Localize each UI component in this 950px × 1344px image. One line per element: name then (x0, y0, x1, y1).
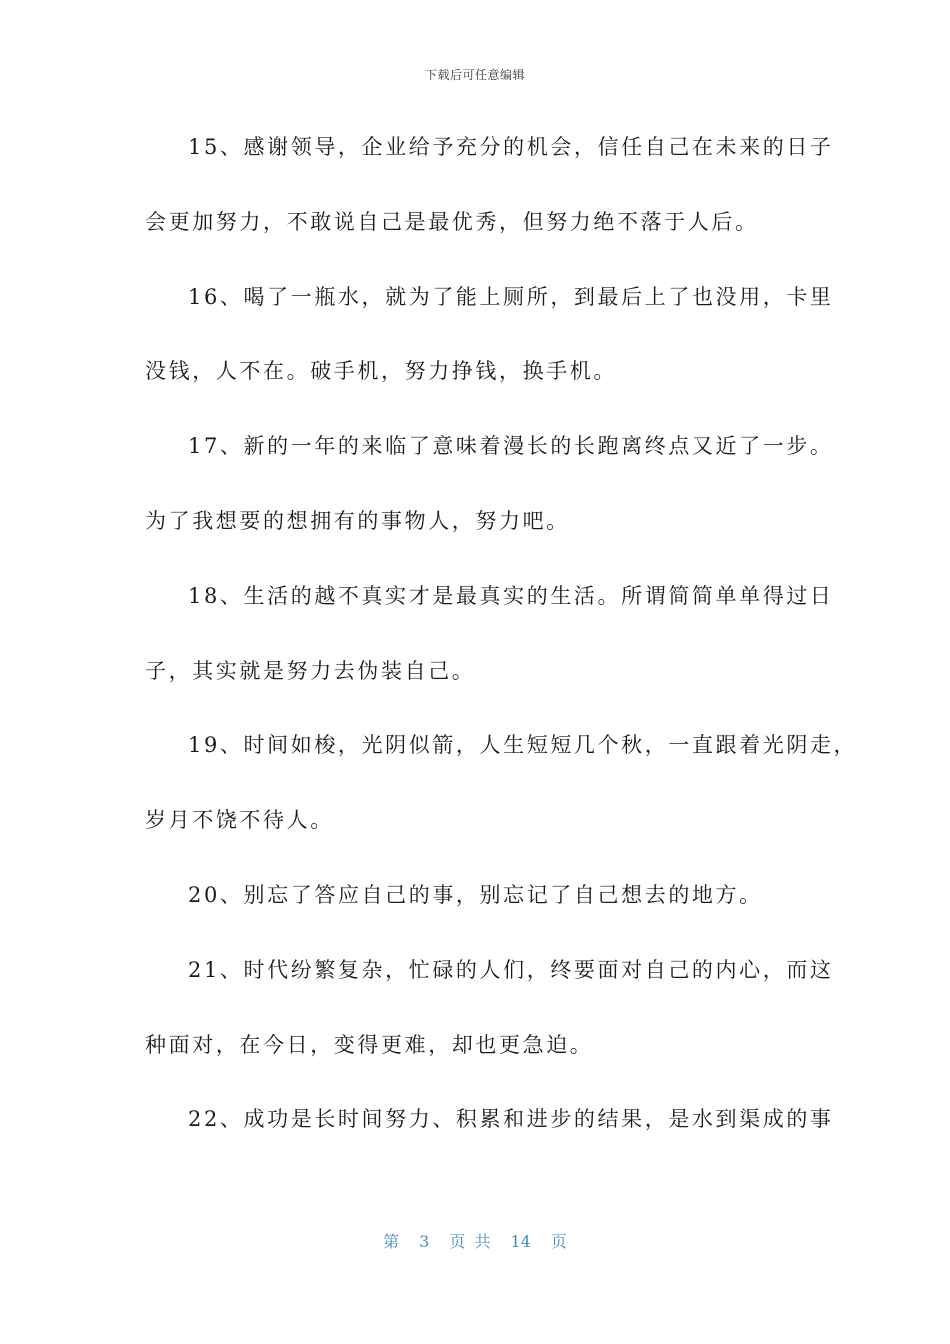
paragraph-18-line-2: 子，其实就是努力去伪装自己。 (145, 658, 476, 683)
paragraph-16-line-1: 16、喝了一瓶水，就为了能上厕所，到最后上了也没用，卡里 (188, 284, 834, 309)
footer-suffix: 页 (550, 1232, 567, 1251)
document-body (145, 125, 858, 1172)
page-footer (0, 1229, 950, 1252)
paragraph-19-line-2: 岁月不饶不待人。 (145, 808, 334, 833)
paragraph-16-line-2: 没钱，人不在。破手机，努力挣钱，换手机。 (145, 359, 617, 384)
paragraph-22-line-1: 22、成功是长时间努力、积累和进步的结果，是水到渠成的事 (188, 1107, 834, 1132)
paragraph-21-line-2: 种面对，在今日，变得更难，却也更急迫。 (145, 1032, 594, 1057)
footer-page-number: 3 (419, 1232, 430, 1251)
paragraph-20-line-1: 20、别忘了答应自己的事，别忘记了自己想去的地方。 (188, 882, 763, 907)
paragraph-21-line-1: 21、时代纷繁复杂，忙碌的人们，终要面对自己的内心，而这 (188, 957, 834, 982)
page-header: 下载后可任意编辑 (424, 68, 525, 82)
footer-mid: 页 共 (449, 1232, 491, 1251)
footer-prefix: 第 (383, 1232, 400, 1251)
paragraph-18-line-1: 18、生活的越不真实才是最真实的生活。所谓简简单单得过日 (188, 583, 834, 608)
paragraph-15-line-1: 15、感谢领导，企业给予充分的机会，信任自己在未来的日子 (188, 135, 834, 159)
paragraph-19-line-1: 19、时间如梭，光阴似箭，人生短短几个秋，一直跟着光阴走， (188, 733, 858, 758)
paragraph-17-line-2: 为了我想要的想拥有的事物人，努力吧。 (145, 508, 570, 533)
paragraph-15-line-2: 会更加努力，不敢说自己是最优秀，但努力绝不落于人后。 (145, 209, 759, 234)
paragraph-17-line-1: 17、新的一年的来临了意味着漫长的长跑离终点又近了一步。 (188, 434, 834, 459)
footer-total-pages: 14 (510, 1232, 531, 1251)
